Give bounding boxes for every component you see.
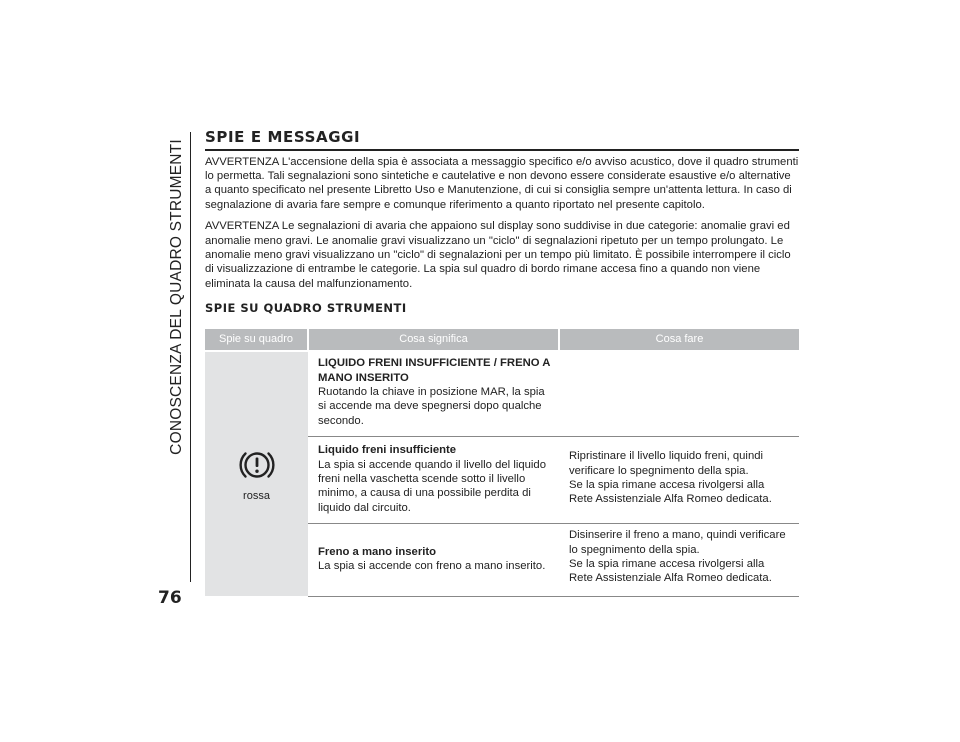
page-title: SPIE E MESSAGGI	[205, 128, 361, 146]
section-subtitle: SPIE SU QUADRO STRUMENTI	[205, 301, 407, 316]
warning-paragraph-2: AVVERTENZA Le segnalazioni di avaria che appaiono sul display sono suddivise in due categorie: anomalie gravi ed anomalie meno gravi. Le anomalie gravi visualizzano un "ciclo" di segnalazioni ripetuto per un tempo prolungato. Le anomalie meno gravi visualizzano un "ciclo" di segnalazioni per un tempo più limitato. È possibile interrompere il ciclo di visualizzazione di entrambe le categorie. La spia sul quadro di bordo rimane accesa fino a quando non viene eliminata la causa del malfunzionamento.	[205, 220, 791, 290]
chapter-side-title	[161, 132, 193, 462]
warning-paragraph-1: AVVERTENZA L'accensione della spia è associata a messaggio specifico e/o avviso acustico, dove il quadro strumenti lo permetta. Tali segnalazioni sono sintetiche e cautelative e non devono essere considerate esaustive e/o alternative a quanto specificato nel presente Libretto Uso e Manutenzione, di cui si consiglia sempre un'attenta lettura. In caso di segnalazione di avaria fare sempre e comunque riferimento a quanto riportato nel presente capitolo.	[205, 155, 799, 211]
brake-warning-icon	[237, 445, 277, 485]
row-heading: LIQUIDO FRENI INSUFFICIENTE / FRENO A MANO INSERITO	[318, 357, 551, 384]
page-number: 76	[158, 588, 182, 608]
header-spie: Spie su quadro	[205, 329, 308, 351]
row-heading: Liquido freni insufficiente	[318, 444, 457, 457]
row-action: Ripristinare il livello liquido freni, quindi verificare lo spegnimento della spia. Se la spia rimane accesa rivolgersi alla Rete Assistenziale Alfa Romeo dedicata.	[569, 450, 772, 506]
action-cell	[559, 437, 799, 524]
meaning-cell	[308, 351, 559, 437]
table-row	[205, 351, 799, 437]
header-fare: Cosa fare	[559, 329, 799, 351]
action-cell	[559, 524, 799, 597]
margin-divider	[190, 132, 191, 582]
icon-color-caption: rossa	[243, 490, 270, 503]
header-significa: Cosa significa	[308, 329, 559, 351]
title-rule	[205, 149, 799, 151]
row-meaning: La spia si accende quando il livello del liquido freni nella vaschetta scende sotto il livello minimo, a causa di una possibile perdita di liquido dal circuito.	[318, 458, 546, 514]
page-content	[205, 127, 799, 597]
meaning-cell	[308, 524, 559, 597]
icon-cell	[205, 351, 308, 596]
row-meaning: Ruotando la chiave in posizione MAR, la spia si accende ma deve spegnersi dopo qualche secondo.	[318, 385, 545, 427]
row-heading: Freno a mano inserito	[318, 545, 437, 558]
action-cell	[559, 351, 799, 437]
table-header-row	[205, 329, 799, 351]
row-action	[559, 352, 799, 362]
chapter-title-text: CONOSCENZA DEL QUADRO STRUMENTI	[168, 139, 185, 455]
row-action: Disinserire il freno a mano, quindi verificare lo spegnimento della spia. Se la spia rimane accesa rivolgersi alla Rete Assistenziale Alfa Romeo dedicata.	[569, 529, 786, 585]
row-meaning: La spia si accende con freno a mano inserito.	[318, 560, 546, 573]
meaning-cell	[308, 437, 559, 524]
warning-lights-table	[205, 329, 799, 597]
